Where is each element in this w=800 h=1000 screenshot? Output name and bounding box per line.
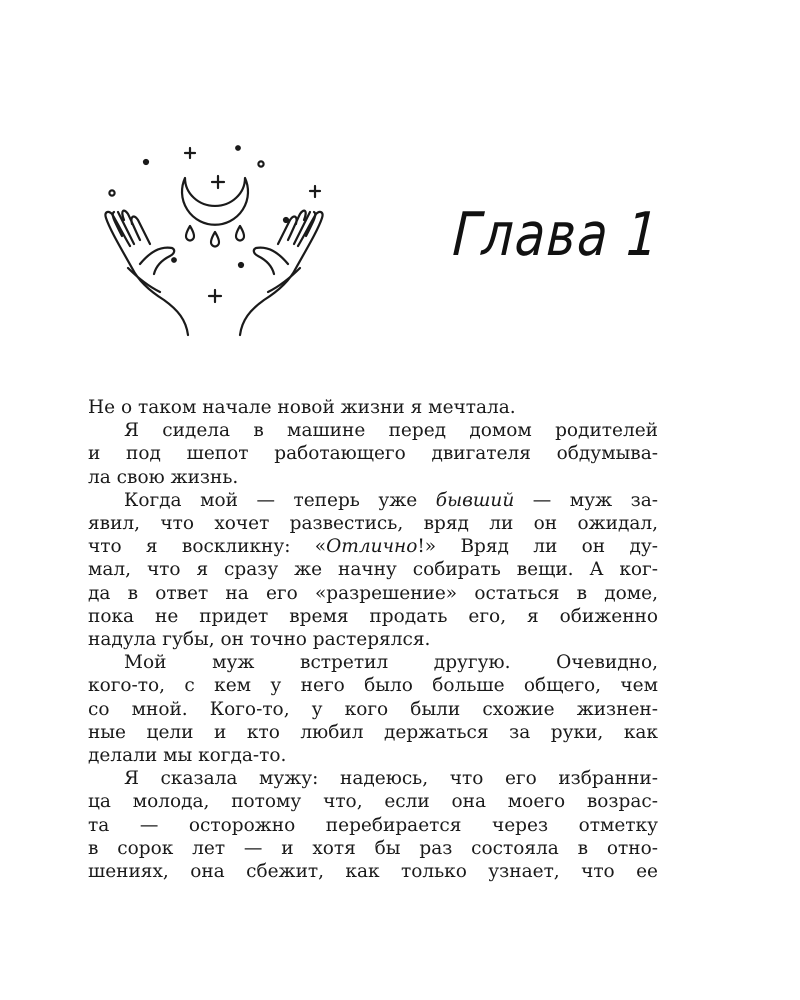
text-segment: !» Вряд ли он ду-: [417, 536, 658, 558]
text-line: мал, что я сразу же начну собирать вещи. А ког-: [88, 559, 658, 581]
text-line: со мной. Кого-то, у кого были схожие жизнен-: [88, 698, 658, 720]
text-line: пока не придет время продать его, я обиженно: [88, 605, 658, 627]
sparkle-icon: [185, 148, 195, 158]
text-line: да в ответ на его «разрешение» остаться в доме,: [88, 582, 658, 604]
text-line: явил, что хочет развестись, вряд ли он ожидал,: [88, 513, 658, 535]
emphasis-text: бывший: [435, 489, 515, 511]
dot-icon: [258, 161, 263, 166]
dot-icon: [284, 218, 288, 222]
left-hand-icon: [105, 211, 188, 335]
hands-moon-illustration: [98, 140, 338, 340]
dot-icon: [239, 263, 243, 267]
text-line: в сорок лет — и хотя бы раз состояла в отно-: [88, 837, 658, 859]
body-text: [88, 396, 658, 883]
text-line: ные цели и кто любил держаться за руки, как: [88, 721, 658, 743]
emphasis-text: Отлично: [326, 536, 418, 558]
dot-icon: [109, 190, 114, 195]
text-line: та — осторожно перебирается через отметку: [88, 814, 658, 836]
sparkle-icon: [209, 290, 221, 302]
text-segment: — муж за-: [514, 489, 658, 511]
dot-icon: [236, 146, 240, 150]
chapter-title: Глава 1: [450, 200, 662, 270]
dot-icon: [172, 258, 176, 262]
text-segment: что я воскликну: «: [88, 536, 327, 558]
text-segment: Когда мой — теперь уже: [124, 489, 436, 511]
droplet-icon: [186, 226, 194, 241]
text-line: [88, 489, 658, 512]
text-line: Мой муж встретил другую. Очевидно,: [124, 652, 658, 674]
droplet-icon: [211, 232, 219, 247]
paragraph: [88, 767, 658, 883]
text-line: кого-то, с кем у него было больше общего, чем: [88, 675, 658, 697]
paragraph: [88, 489, 658, 651]
paragraph: [88, 419, 658, 489]
text-line: делали мы когда-то.: [88, 745, 287, 767]
text-line: ца молода, потому что, если она моего возрас-: [88, 791, 658, 813]
text-line: Не о таком начале новой жизни я мечтала.: [88, 397, 516, 418]
text-line: шениях, она сбежит, как только узнает, что ее: [88, 861, 658, 883]
crescent-moon-icon: [182, 178, 248, 225]
sparkle-icon: [212, 176, 224, 188]
sparkle-icon: [310, 186, 320, 197]
right-hand-icon: [240, 211, 323, 335]
paragraph: [88, 396, 658, 419]
droplet-icon: [236, 226, 244, 241]
paragraph: [88, 651, 658, 767]
text-line: и под шепот работающего двигателя обдумыва-: [88, 443, 658, 465]
text-line: Я сказала мужу: надеюсь, что его избранни-: [124, 768, 658, 790]
text-line: Я сидела в машине перед домом родителей: [124, 420, 658, 442]
text-line: ла свою жизнь.: [88, 466, 239, 488]
dot-icon: [144, 160, 148, 164]
text-line: [88, 535, 658, 558]
text-line: надула губы, он точно растерялся.: [88, 629, 431, 651]
